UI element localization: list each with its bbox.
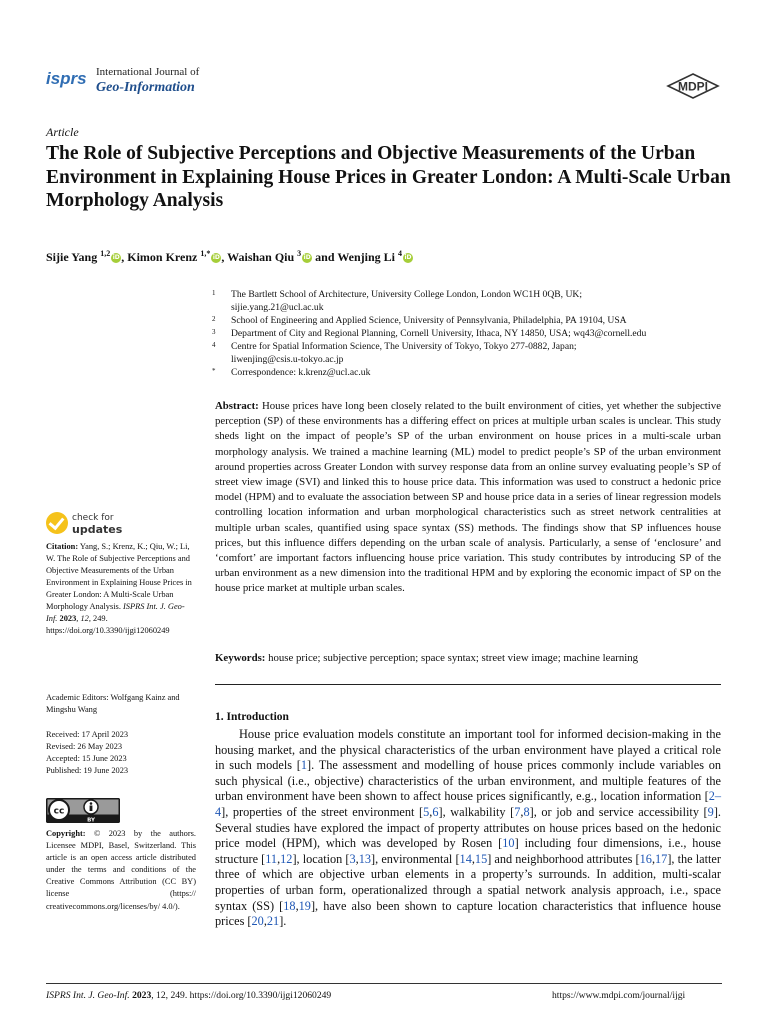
intro-text-segment: ]. The assessment and modelling of house prices commonly include variables on such physical (i.e., objective) characteristics of the urban environment, and multiple features of the urban environment have been shown to affect house prices significantly, e.g., location information [ [215, 758, 721, 804]
intro-text-segment: , [520, 804, 524, 819]
footer-journal-url[interactable]: https://www.mdpi.com/journal/ijgi [552, 990, 686, 1001]
affiliation-text: sijie.yang.21@ucl.ac.uk [231, 302, 324, 313]
intro-text-segment: ], properties of the street environment [ [221, 804, 424, 819]
author-affiliation-marker: 1,2 [100, 249, 111, 258]
citation-text: Yang, S.; Krenz, K.; Qiu, W.; Li, W. The Role of Subjective Perceptions and Objective Measurements of the Urban Environment in Explaining House Prices in Greater London: A Multi-Scale Urban Morphology Analysis. [46, 542, 192, 611]
article-type: Article [46, 125, 79, 139]
intro-text-segment: , [355, 851, 359, 866]
author-affiliation-marker: 1,* [200, 249, 211, 258]
check-updates-line2: updates [72, 523, 123, 536]
abstract-label: Abstract: [215, 400, 259, 412]
citation-link[interactable]: 19 [298, 898, 311, 913]
journal-name-line1: International Journal of [96, 66, 200, 78]
intro-text-segment: ], environmental [ [371, 851, 460, 866]
affiliation-row [212, 353, 732, 366]
orcid-icon[interactable]: iD [212, 254, 220, 262]
intro-text-segment: ], have also been shown to capture location characteristics that influence house prices [ [215, 898, 722, 929]
keywords [215, 651, 721, 666]
introduction-text [215, 727, 721, 930]
author-name[interactable]: Wenjing Li [337, 250, 395, 264]
author-separator: , [221, 250, 228, 264]
orcid-icon[interactable]: iD [404, 254, 412, 262]
copyright-label: Copyright: [46, 829, 86, 838]
footer-journal: ISPRS Int. J. Geo-Inf. [46, 990, 130, 1001]
affiliation-row [212, 366, 732, 379]
affiliation-number [212, 301, 231, 314]
intro-text-segment: ], or job and service accessibility [ [529, 804, 708, 819]
affiliation-number: 4 [212, 341, 216, 349]
intro-text-segment: ] including four dimensions, i.e., house structure [ [215, 836, 721, 866]
footer-citation [46, 990, 331, 1001]
footer-year: 2023 [132, 990, 152, 1001]
intro-text-segment: ]. [279, 914, 287, 929]
section-heading-introduction: 1. Introduction [215, 711, 289, 723]
intro-text-segment: ], location [ [292, 851, 350, 866]
copyright-notice [46, 828, 196, 913]
intro-text-segment: House price evaluation models constitute an important tool for informed decision-making in the housing market, and the physical characteristics of the urban environment have played a critical role in such models [ [215, 727, 721, 773]
citation-link[interactable]: 20 [251, 914, 264, 929]
affiliation-row [212, 301, 732, 314]
citation-block: Citation: Yang, S.; Krenz, K.; Qiu, W.; Li, W. The Role of Subjective Perceptions and Objective Measurements of the Urban Environment in Explaining House Prices in Greater London: A Multi-Scale Urban Morphology Analysis. ISPRS Int. J. Geo-Inf. 2023, 12, 249. https://doi.org/10.3390/ijgi12060249 [46, 542, 192, 635]
affiliation-text: School of Engineering and Applied Science, University of Pennsylvania, Philadelphia, PA 19104, USA [231, 315, 627, 326]
citation-link[interactable]: 8 [523, 804, 530, 819]
mdpi-logo [666, 72, 720, 100]
affiliation-row [212, 288, 732, 301]
citation-link[interactable]: 17 [655, 851, 668, 866]
author-list [46, 249, 736, 265]
intro-text-segment: , [651, 851, 656, 866]
date-received: Received: 17 April 2023 [46, 730, 129, 739]
citation-label: Citation: [46, 542, 79, 551]
svg-text:cc: cc [53, 806, 65, 817]
citation-link[interactable]: 13 [358, 851, 372, 866]
affiliation-text: liwenjing@csis.u-tokyo.ac.jp [231, 354, 344, 365]
citation-link[interactable]: 7 [514, 804, 521, 819]
citation-link[interactable]: 9 [707, 804, 714, 819]
publication-dates [46, 729, 196, 777]
affiliation-number [212, 353, 231, 366]
intro-text-segment: , [295, 898, 299, 913]
orcid-icon[interactable]: iD [303, 254, 311, 262]
check-updates-line1: check for [72, 513, 114, 523]
author-name[interactable]: Sijie Yang [46, 250, 98, 264]
date-published: Published: 19 June 2023 [46, 766, 129, 775]
citation-link[interactable]: 2–4 [215, 789, 721, 819]
author-separator: , [121, 250, 128, 264]
citation-link[interactable]: 1 [300, 758, 308, 773]
intro-text-segment: , [277, 851, 281, 866]
affiliation-number: 2 [212, 315, 216, 323]
affiliations [212, 288, 732, 379]
mdpi-logo-text: MDPI [678, 79, 708, 94]
author [337, 250, 413, 264]
citation-link[interactable]: 3 [349, 851, 356, 866]
footer-divider [46, 983, 722, 984]
author-separator: and [312, 250, 338, 264]
academic-editors [46, 692, 196, 716]
check-icon [46, 512, 68, 534]
section-divider [215, 684, 721, 685]
author-affiliation-marker: 3 [297, 249, 302, 258]
affiliation-number: * [212, 367, 216, 375]
check-for-updates-button[interactable] [46, 512, 166, 538]
intro-text-segment: , [429, 804, 433, 819]
citation-link[interactable]: 14 [459, 851, 472, 866]
intro-text-segment: ], the latter three of which are objective urban elements in a property’s surrounds. In addition, multi-scalar properties of urban form, operationalized through a spatial network analysis approach, i.e., space syntax (SS) [ [215, 851, 721, 913]
author-affiliation-marker: 4 [398, 249, 402, 258]
author-name[interactable]: Kimon Krenz [127, 250, 198, 264]
editors-label: Academic Editors: [46, 693, 109, 702]
keywords-label: Keywords: [215, 652, 266, 664]
citation-link[interactable]: 11 [265, 851, 278, 866]
citation-year: 2023 [59, 614, 77, 623]
author [127, 250, 227, 264]
isprs-logo-text: isprs [46, 69, 87, 88]
keywords-text: house price; subjective perception; space syntax; street view image; machine learning [268, 652, 639, 664]
journal-name-line2: Geo-Information [96, 80, 195, 95]
date-accepted: Accepted: 15 June 2023 [46, 754, 127, 763]
article-title: The Role of Subjective Perceptions and Objective Measurements of the Urban Environment in Explaining House Prices in Greater London: A Multi-Scale Urban Morphology Analysis [46, 143, 731, 211]
affiliation-row [212, 340, 732, 353]
cc-label: BY [87, 817, 95, 823]
citation-link[interactable]: 16 [639, 851, 652, 866]
affiliation-row [212, 314, 732, 327]
citation-link[interactable]: 18 [283, 898, 296, 913]
intro-text-segment: ]. Several studies have explored the impact of property attributes on house prices based on the hedonic price model (HPM), which was developed by Rosen [ [215, 804, 721, 851]
intro-text-segment: ] and neighborhood attributes [ [487, 851, 640, 866]
citation-journal: ISPRS Int. J. Geo-Inf. [46, 602, 185, 623]
citation-link[interactable]: 21 [266, 914, 280, 929]
date-revised: Revised: 26 May 2023 [46, 742, 123, 751]
author [227, 250, 337, 264]
citation-link[interactable]: 12 [280, 851, 293, 866]
affiliation-text: Department of City and Regional Planning, Cornell University, Ithaca, NY 14850, USA; wq43@cornell.edu [231, 328, 647, 339]
orcid-icon[interactable]: iD [112, 254, 120, 262]
intro-text-segment: ], walkability [ [438, 804, 515, 819]
author [46, 250, 127, 264]
abstract [215, 399, 721, 597]
isprs-logo [46, 68, 94, 90]
citation-volume: 12 [80, 614, 89, 623]
affiliation-number: 1 [212, 289, 216, 297]
citation-link[interactable]: 6 [432, 804, 439, 819]
author-name[interactable]: Waishan Qiu [227, 250, 295, 264]
intro-text-segment: , [471, 851, 475, 866]
citation-link[interactable]: 5 [423, 804, 430, 819]
abstract-text: House prices have long been closely related to the built environment of cities, yet whether the subjective perception (SP) of these environments has a differing effect on prices at multiple urban scales is unclear. This study sheds light on the impact of people’s SP of the urban environment on house prices in a multi-scale urban morphology analysis. We trained a machine learning (ML) model to predict people’s SP of the urban environment around properties across Greater London with survey response data from an online survey evaluating people’s SP of street view image (SVI) and linked this to house price data. This information was used to construct a hedonic price model (HPM) and to evaluate the association between SP and house price data in a series of linear regression models controlling location information and urban morphological characteristics such as street network centralities at multiple urban scales, quantified using space syntax (SS) methods. The findings show that SP influences house prices, but this influence differs depending on the urban scale of analysis. Particularly, a sense of ‘enclosure’ and ‘comfort’ are important factors influencing house price variation. This study contributes by introducing SP of the urban environment as a new dimension into the traditional HPM and by exploring the economic impact of SP on the house price market at multiple urban scales. [215, 400, 721, 595]
citation-link[interactable]: 10 [502, 836, 515, 851]
footer-doi[interactable]: , 12, 249. https://doi.org/10.3390/ijgi12060249 [151, 990, 332, 1001]
affiliation-text: The Bartlett School of Architecture, University College London, London WC1H 0QB, UK; [231, 289, 583, 300]
citation-doi[interactable]: , 249. https://doi.org/10.3390/ijgi12060249 [46, 614, 170, 635]
intro-text-segment: , [263, 914, 267, 929]
editors-text: Wolfgang Kainz and Mingshu Wang [46, 693, 180, 714]
affiliation-row [212, 327, 732, 340]
copyright-text: © 2023 by the authors. Licensee MDPI, Basel, Switzerland. This article is an open access article distributed under the terms and conditions of the Creative Commons Attribution (CC BY) license (https:// creativecommons.org/licenses/by/ 4.0/). [46, 829, 197, 911]
journal-name [96, 65, 296, 96]
citation-link[interactable]: 15 [474, 851, 488, 866]
affiliation-text: Correspondence: k.krenz@ucl.ac.uk [231, 367, 371, 378]
cc-by-license-icon[interactable] [46, 798, 120, 823]
affiliation-text: Centre for Spatial Information Science, The University of Tokyo, Tokyo 277-0882, Japan; [231, 341, 577, 352]
affiliation-number: 3 [212, 328, 216, 336]
